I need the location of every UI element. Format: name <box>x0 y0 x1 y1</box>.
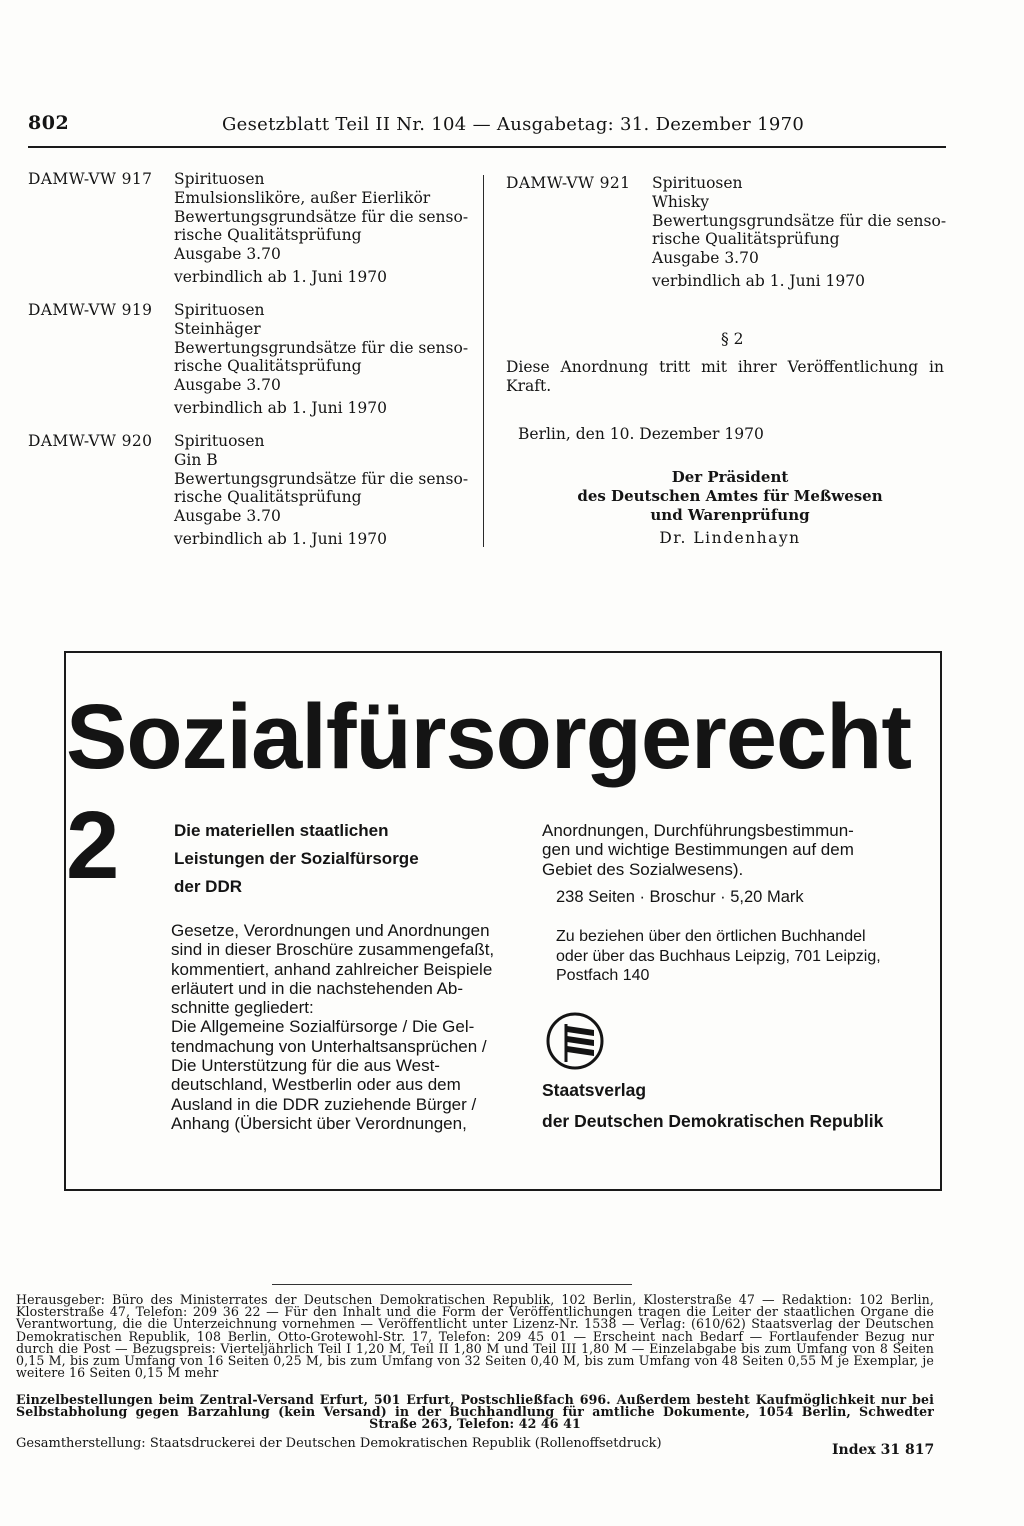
imprint-rule <box>272 1284 632 1285</box>
ad-description-line: schnitte gegliedert: <box>171 998 314 1018</box>
regulation-line: Bewertungsgrundsätze für die senso- <box>174 469 469 488</box>
ad-subtitle <box>174 817 474 901</box>
ad-contents-line: gen und wichtige Bestimmungen auf dem <box>542 840 854 860</box>
regulation-line: Ausgabe 3.70 <box>174 245 281 264</box>
regulation-validity: verbindlich ab 1. Juni 1970 <box>652 271 865 290</box>
regulation-line: Spirituosen <box>174 170 265 188</box>
ad-order-line: Postfach 140 <box>556 967 650 984</box>
regulation-line: Spirituosen <box>174 432 265 450</box>
signature-line: und Warenprüfung <box>650 506 810 524</box>
ad-description-line: erläutert und in die nachstehenden Ab- <box>171 978 464 998</box>
ad-description-line: tendmachung von Unterhaltsansprüchen / <box>171 1036 487 1056</box>
regulation-code: DAMW-VW 917 <box>28 170 153 188</box>
regulation-line: rische Qualitätsprüfung <box>652 230 840 249</box>
ad-description <box>171 921 521 1133</box>
regulation-line: Bewertungsgrundsätze für die senso- <box>174 207 469 226</box>
ad-description-line: deutschland, Westberlin oder aus dem <box>171 1075 461 1095</box>
ad-publisher <box>542 1075 922 1137</box>
regulation-line: Spirituosen <box>174 301 265 319</box>
regulation-line: Ausgabe 3.70 <box>652 249 759 268</box>
ad-price: 238 Seiten · Broschur · 5,20 Mark <box>556 888 804 906</box>
advertisement-box <box>64 651 942 1191</box>
ad-publisher-line: der Deutschen Demokratischen Republik <box>542 1111 884 1131</box>
regulation-line: rische Qualitätsprüfung <box>174 226 362 245</box>
flag-emblem-icon <box>546 1012 604 1070</box>
imprint-order-info: Einzelbestellungen beim Zentral-Versand Erfurt, 501 Erfurt, Postschließfach 696. Außerdem besteht Kaufmöglichkeit nur bei Selbstabholung gegen Barzahlung (kein Versand) in der Buchhandlung für amtliche Dokumente, 1054 Berlin, Schwedter Straße 263, Telefon: 42 46 41 <box>16 1392 934 1432</box>
regulation-code: DAMW-VW 920 <box>28 432 153 450</box>
ad-description-line: Ausland in die DDR zuziehende Bürger / <box>171 1094 477 1114</box>
regulation-validity: verbindlich ab 1. Juni 1970 <box>174 267 387 286</box>
ad-description-line: Die Unterstützung für die aus West- <box>171 1056 440 1076</box>
regulation-line: Spirituosen <box>652 174 743 192</box>
ad-description-line: kommentiert, anhand zahlreicher Beispiele <box>171 959 493 979</box>
regulation-line: Bewertungsgrundsätze für die senso- <box>652 211 947 230</box>
imprint-producer: Gesamtherstellung: Staatsdruckerei der Deutschen Demokratischen Republik (Rollenoffsetdruck) <box>16 1436 662 1451</box>
ad-description-line: Gesetze, Verordnungen und Anordnungen <box>171 921 490 940</box>
regulation-line: Bewertungsgrundsätze für die senso- <box>174 338 469 357</box>
signature-line: des Deutschen Amtes für Meßwesen <box>577 487 883 505</box>
regulation-line: Ausgabe 3.70 <box>174 507 281 526</box>
index-number: Index 31 817 <box>832 1442 935 1458</box>
regulation-code: DAMW-VW 919 <box>28 301 153 319</box>
ad-order-info <box>556 927 902 986</box>
page-number: 802 <box>28 112 70 134</box>
column-divider <box>483 175 484 547</box>
effect-clause: Diese Anordnung tritt mit ihrer Veröffentlichung in Kraft. <box>506 358 944 395</box>
signature-block <box>560 468 900 525</box>
ad-volume-number: 2 <box>66 792 120 899</box>
signer-name: Dr. Lindenhayn <box>659 529 801 547</box>
regulation-line: Gin B <box>174 450 218 469</box>
place-date: Berlin, den 10. Dezember 1970 <box>518 425 764 443</box>
regulation-line: Whisky <box>652 192 709 211</box>
regulation-validity: verbindlich ab 1. Juni 1970 <box>174 529 387 548</box>
imprint-text: Herausgeber: Büro des Ministerrates der Deutschen Demokratischen Republik, 102 Berlin, Klosterstraße 47 — Redaktion: 102 Berlin, Klosterstraße 47, Telefon: 209 36 22 — Für den Inhalt und die Form der Veröffentlichungen tragen die Leiter der staatlichen Organe die Verantwortung, die die Unterzeichnung vornehmen — Veröffentlicht unter Lizenz-Nr. 1538 — Verlag: (610/62) Staatsverlag der Deutschen Demokratischen Republik, 108 Berlin, Otto-Grotewohl-Str. 17, Telefon: 209 45 01 — Erscheint nach Bedarf — Fortlaufender Bezug nur durch die Post — Bezugspreis: Vierteljährlich Teil I 1,20 M, Teil II 1,80 M und Teil III 1,80 M — Einzelabgabe bis zum Umfang von 8 Seiten 0,15 M, bis zum Umfang von 16 Seiten 0,25 M, bis zum Umfang von 32 Seiten 0,40 M, bis zum Umfang von 48 Seiten 0,55 M je Exemplar, je weitere 16 Seiten 0,15 M mehr <box>16 1292 934 1381</box>
ad-contents-line: Gebiet des Sozialwesens). <box>542 859 744 879</box>
running-header: Gesetzblatt Teil II Nr. 104 — Ausgabetag: 31. Dezember 1970 <box>222 114 805 135</box>
ad-description-line: Die Allgemeine Sozialfürsorge / Die Gel- <box>171 1017 475 1037</box>
header-rule <box>28 146 946 148</box>
ad-publisher-line: Staatsverlag <box>542 1080 647 1100</box>
ad-contents-line: Anordnungen, Durchführungsbestimmun- <box>542 821 854 840</box>
ad-order-line: oder über das Buchhaus Leipzig, 701 Leipzig, <box>556 947 881 965</box>
regulation-line: rische Qualitätsprüfung <box>174 357 362 376</box>
regulation-line: Emulsionsliköre, außer Eierlikör <box>174 188 431 207</box>
signature-line: Der Präsident <box>671 468 789 486</box>
ad-order-line: Zu beziehen über den örtlichen Buchhandel <box>556 928 866 945</box>
ad-description-line: sind in dieser Broschüre zusammengefaßt, <box>171 940 495 960</box>
regulation-code: DAMW-VW 921 <box>506 174 631 192</box>
ad-description-line: Anhang (Übersicht über Verordnungen, <box>171 1113 467 1133</box>
section-heading: § 2 <box>721 330 744 348</box>
regulation-line: Steinhäger <box>174 319 261 338</box>
ad-subtitle-line: der DDR <box>174 877 243 896</box>
regulation-validity: verbindlich ab 1. Juni 1970 <box>174 398 387 417</box>
ad-title: Sozialfürsorgerecht <box>66 686 911 788</box>
ad-subtitle-line: Leistungen der Sozialfürsorge <box>174 849 419 868</box>
ad-subtitle-line: Die materiellen staatlichen <box>174 821 389 840</box>
ad-contents <box>542 821 902 879</box>
regulation-line: Ausgabe 3.70 <box>174 376 281 395</box>
regulation-line: rische Qualitätsprüfung <box>174 488 362 507</box>
